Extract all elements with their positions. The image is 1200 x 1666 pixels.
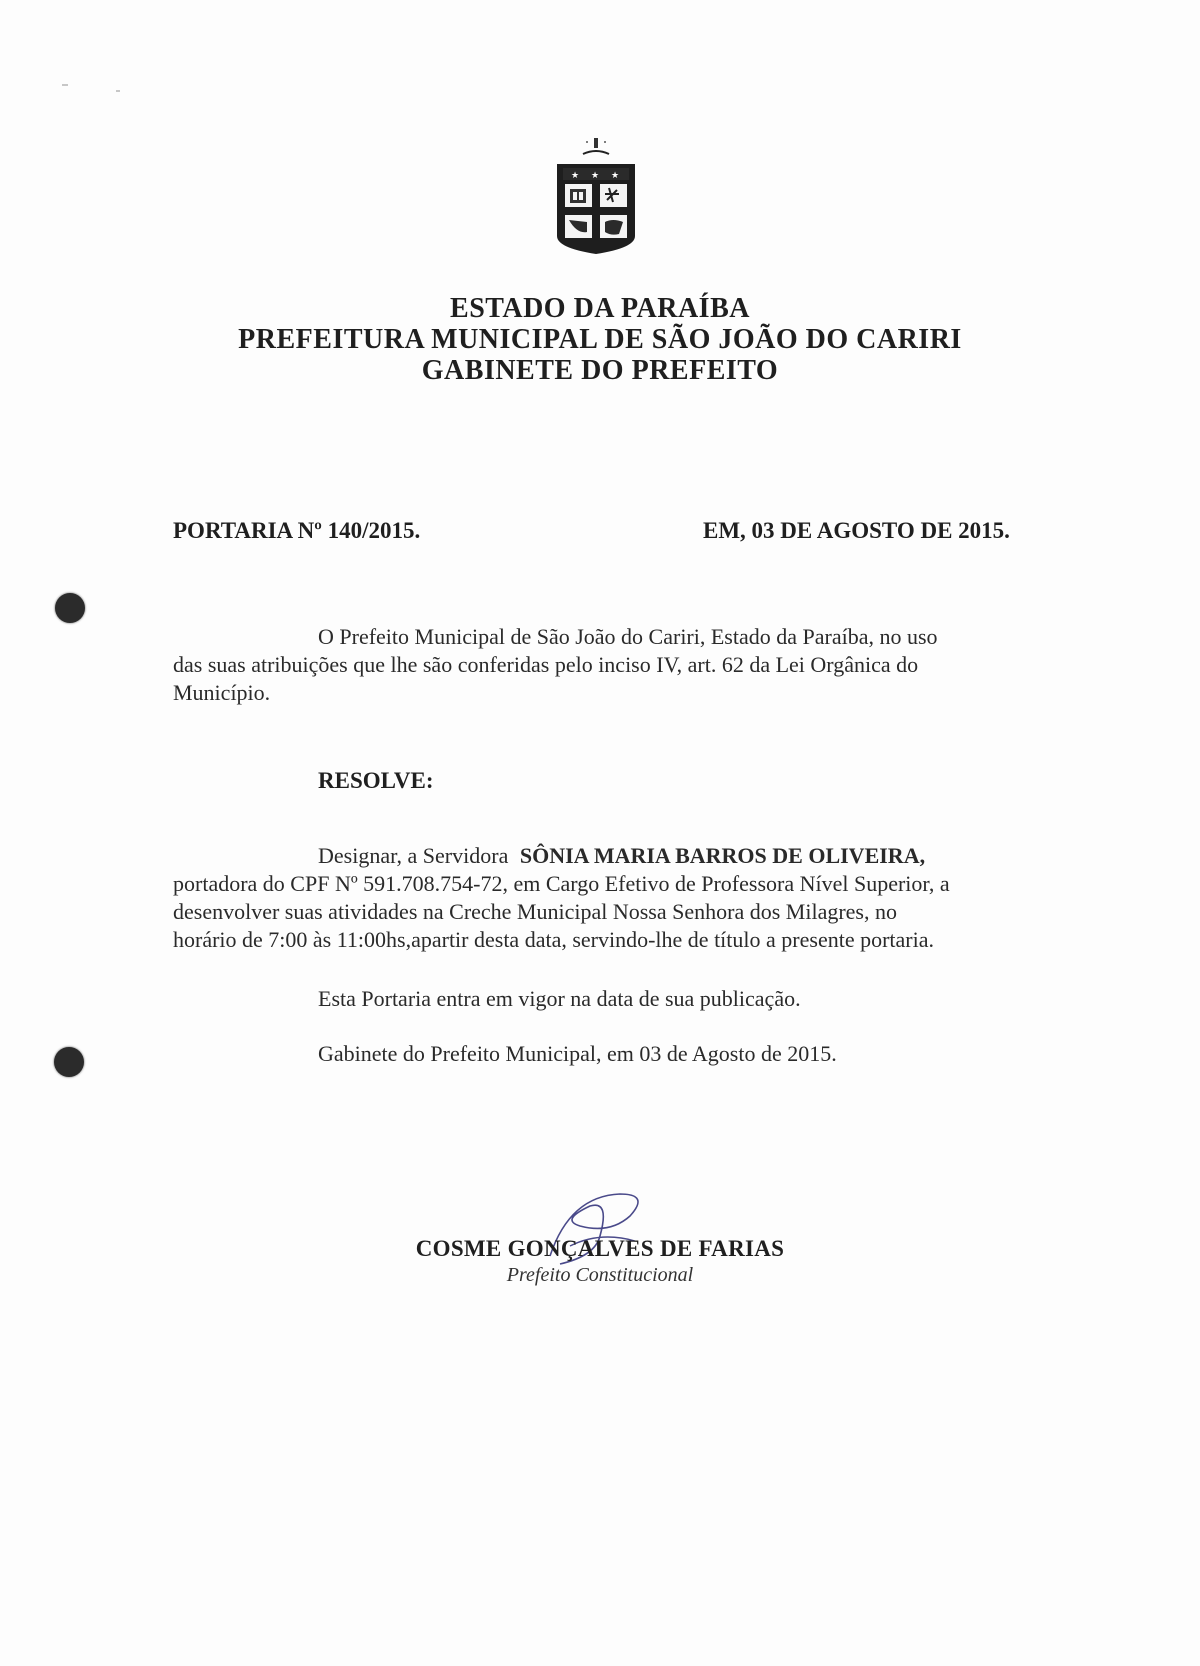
municipal-coat-of-arms-icon [553,136,639,256]
header-state: ESTADO DA PARAÍBA [450,293,750,324]
designar-line-3: desenvolver suas atividades na Creche Municipal Nossa Senhora dos Milagres, no [173,899,897,924]
svg-text:★: ★ [611,171,620,181]
portaria-number: PORTARIA Nº 140/2015. [173,518,421,543]
vigor-statement: Esta Portaria entra em vigor na data de sua publicação. [318,986,801,1011]
servidora-name: SÔNIA MARIA BARROS DE OLIVEIRA, [519,843,926,868]
header-prefeitura: PREFEITURA MUNICIPAL DE SÃO JOÃO DO CARIRI [238,324,962,355]
signatory-title: Prefeito Constitucional [506,1264,694,1286]
scan-speck [116,90,120,92]
punch-hole-bottom [54,1047,84,1077]
designar-line-1 [318,842,925,870]
designar-line-2: portadora do CPF Nº 591.708.754-72, em Cargo Efetivo de Professora Nível Superior, a [173,871,950,896]
gabinete-date: Gabinete do Prefeito Municipal, em 03 de Agosto de 2015. [318,1041,837,1066]
header-gabinete: GABINETE DO PREFEITO [421,355,779,386]
preamble-line-2: das suas atribuições que lhe são conferidas pelo inciso IV, art. 62 da Lei Orgânica do [173,652,919,677]
designar-prefix: Designar, a Servidora [318,843,509,868]
scan-speck [62,84,68,86]
portaria-date: EM, 03 DE AGOSTO DE 2015. [703,518,1010,543]
svg-text:★: ★ [571,171,580,181]
punch-hole-top [55,593,85,623]
svg-text:★: ★ [591,171,600,181]
resolve-heading: RESOLVE: [318,768,434,793]
designar-line-4: horário de 7:00 às 11:00hs,apartir desta data, servindo-lhe de título a presente portaria. [173,927,934,952]
signatory-name: COSME GONÇALVES DE FARIAS [415,1236,785,1261]
preamble-line-3: Município. [173,680,271,705]
preamble-line-1: O Prefeito Municipal de São João do Cariri, Estado da Paraíba, no uso [318,624,938,649]
